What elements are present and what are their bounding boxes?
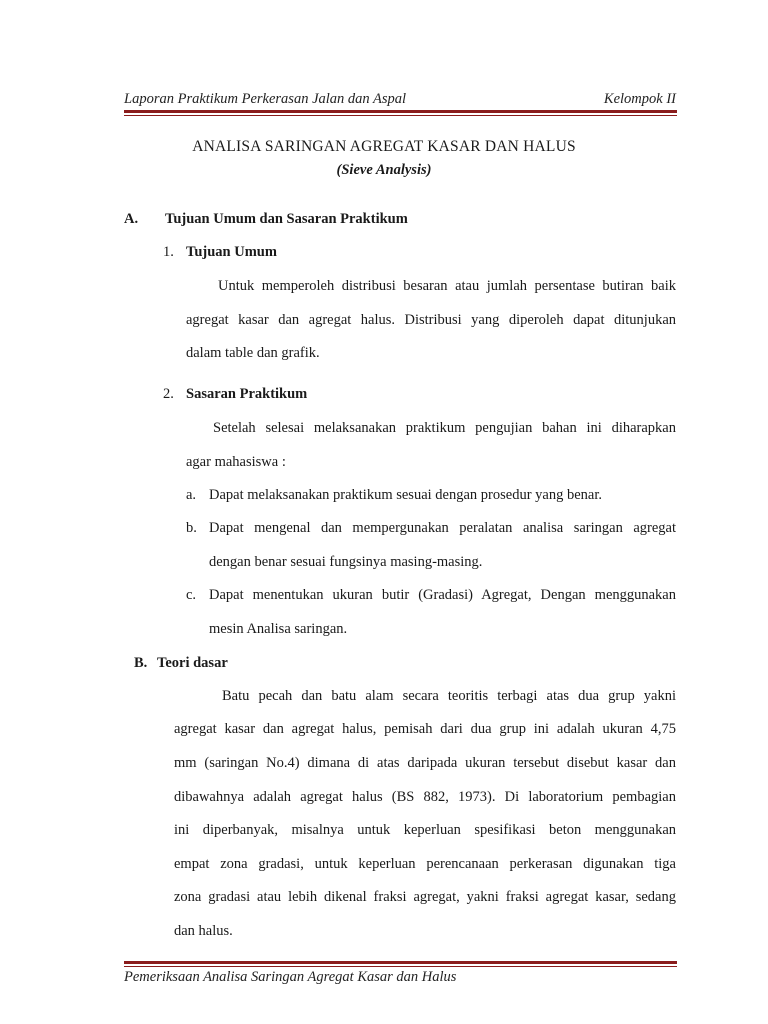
section-b-paragraph-line: Batu pecah dan batu alam secara teoritis terbagi atas dua grup yakni [222,688,676,704]
list-item-text: Dapat menentukan ukuran butir (Gradasi) Agregat, Dengan menggunakan [209,587,676,603]
list-item-marker: c. [186,587,197,603]
item-1-heading: Tujuan Umum [186,244,277,260]
section-b-paragraph-line: dibawahnya adalah agregat halus (BS 882, 1973). Di laboratorium pembagian [174,789,676,805]
section-b-paragraph-line: zona gradasi atau lebih dikenal fraksi agregat, yakni fraksi agregat kasar, sedang [174,889,676,905]
section-b-letter: B. [134,655,148,671]
header-rule-thick [124,110,677,113]
list-item-text: mesin Analisa saringan. [209,621,348,637]
item-2-number: 2. [163,386,174,402]
section-b-paragraph-line: dan halus. [174,923,233,939]
list-item-marker: a. [186,487,197,503]
list-item-marker: b. [186,520,197,536]
section-b-paragraph-line: agregat kasar dan agregat halus, pemisah dari dua grup ini adalah ukuran 4,75 [174,721,676,737]
header-left-text: Laporan Praktikum Perkerasan Jalan dan Aspal [124,91,407,107]
item-2-paragraph-line: Setelah selesai melaksanakan praktikum pengujian bahan ini diharapkan [213,420,676,436]
list-item-text: Dapat melaksanakan praktikum sesuai dengan prosedur yang benar. [209,487,602,503]
footer-rule-thick [124,961,677,964]
section-a-letter: A. [124,211,139,227]
header-rule-thin [124,115,677,116]
section-b-heading: Teori dasar [157,655,228,671]
footer-rule-thin [124,966,677,967]
item-1-number: 1. [163,244,174,260]
page-title: ANALISA SARINGAN AGREGAT KASAR DAN HALUS [192,138,576,155]
item-1-paragraph-line: agregat kasar dan agregat halus. Distribusi yang diperoleh dapat ditunjukan [186,312,676,328]
list-item-text: Dapat mengenal dan mempergunakan peralatan analisa saringan agregat [209,520,676,536]
footer-text: Pemeriksaan Analisa Saringan Agregat Kasar dan Halus [124,969,457,985]
item-2-heading: Sasaran Praktikum [186,386,308,402]
section-b-paragraph-line: mm (saringan No.4) dimana di atas daripada ukuran tersebut disebut kasar dan [174,755,676,771]
section-b-paragraph-line: empat zona gradasi, untuk keperluan perencanaan perkerasan digunakan tiga [174,856,676,872]
item-1-paragraph-line: Untuk memperoleh distribusi besaran atau jumlah persentase butiran baik [218,278,676,294]
section-b-paragraph-line: ini diperbanyak, misalnya untuk keperluan spesifikasi beton menggunakan [174,822,676,838]
section-a-heading: Tujuan Umum dan Sasaran Praktikum [165,211,408,227]
item-2-paragraph-line: agar mahasiswa : [186,454,286,470]
list-item-text: dengan benar sesuai fungsinya masing-masing. [209,554,483,570]
item-1-paragraph-line: dalam table dan grafik. [186,345,320,361]
page-subtitle: (Sieve Analysis) [336,162,432,178]
header-right-text: Kelompok II [603,91,676,107]
